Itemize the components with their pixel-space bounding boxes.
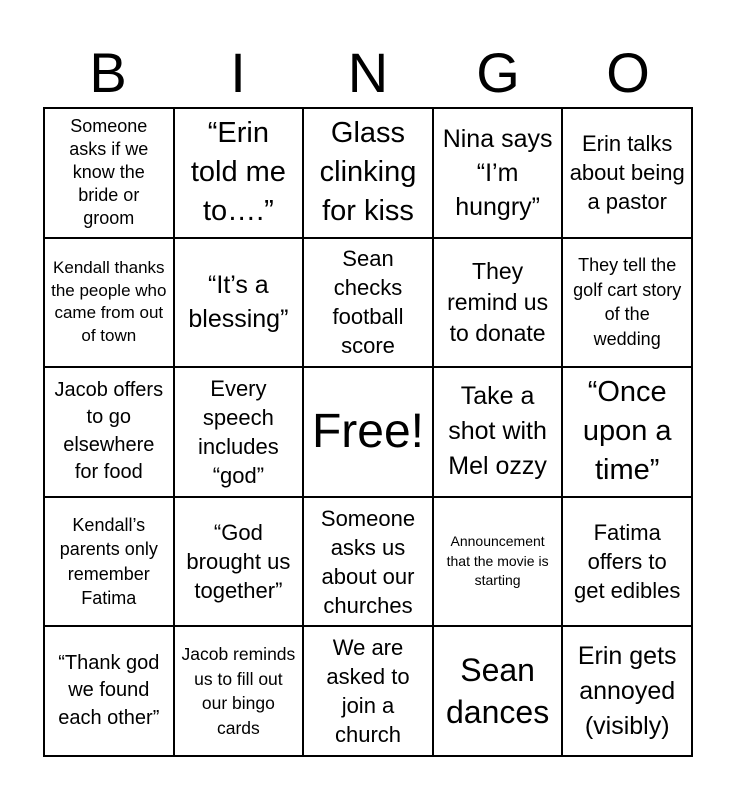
header-letter-n: N [347, 41, 389, 104]
bingo-cell-text: Kendall’s parents only remember Fatima [59, 514, 158, 609]
bingo-cell-text: Jacob reminds us to fill out our bingo cards [181, 644, 296, 738]
bingo-cell-text: Sean dances [446, 652, 550, 731]
bingo-cell-text: They tell the golf cart story of the wedding [573, 255, 682, 349]
free-space-text: Free! [311, 404, 424, 458]
bingo-cell[interactable] [433, 367, 563, 497]
bingo-cell[interactable] [303, 626, 433, 756]
bingo-cell[interactable] [303, 238, 433, 368]
header-letter-o: O [606, 41, 650, 104]
bingo-cell[interactable] [562, 626, 692, 756]
bingo-cell-text: “Thank god we found each other” [58, 651, 160, 729]
bingo-cell[interactable] [44, 497, 174, 627]
bingo-cell[interactable] [433, 626, 563, 756]
bingo-cell[interactable] [562, 497, 692, 627]
bingo-cell-text: Nina says “I’m hungry” [442, 124, 553, 221]
bingo-cell[interactable] [303, 497, 433, 627]
bingo-cell[interactable] [44, 108, 174, 238]
header-letter-i: I [230, 41, 246, 104]
bingo-cell-text: Someone asks if we know the bride or groom [69, 116, 149, 229]
bingo-cell-text: Every speech includes “god” [198, 375, 279, 488]
header-letter-b: B [89, 41, 127, 104]
bingo-cell[interactable] [303, 108, 433, 238]
bingo-cell[interactable] [44, 626, 174, 756]
bingo-cell-text: Erin talks about being a pastor [569, 131, 685, 215]
bingo-cell[interactable] [44, 367, 174, 497]
bingo-cell-text: “It’s a blessing” [188, 271, 289, 334]
bingo-cell-text: Announcement that the movie is starting [446, 533, 549, 589]
bingo-cell-text: Sean checks football score [332, 246, 404, 359]
bingo-cell-text: “God brought us together” [186, 520, 291, 604]
bingo-cell[interactable] [562, 108, 692, 238]
bingo-header [43, 40, 693, 106]
bingo-cell-text: Take a shot with Mel ozzy [448, 382, 547, 481]
bingo-cell-text: “Once upon a time” [582, 376, 672, 487]
free-space-cell[interactable] [303, 367, 433, 497]
bingo-cell-text: Glass clinking for kiss [319, 117, 417, 228]
bingo-cell-text: Someone asks us about our churches [320, 505, 416, 618]
bingo-cell[interactable] [433, 238, 563, 368]
bingo-cell-text: “Erin told me to….” [190, 117, 286, 228]
bingo-cell-text: Erin gets annoyed (visibly) [577, 641, 677, 740]
bingo-cell[interactable] [562, 367, 692, 497]
bingo-cell[interactable] [433, 108, 563, 238]
bingo-cell[interactable] [433, 497, 563, 627]
bingo-cell[interactable] [174, 626, 304, 756]
header-letter-g: G [476, 41, 520, 104]
bingo-cell-text: Jacob offers to go elsewhere for food [54, 378, 164, 484]
bingo-cell[interactable] [174, 238, 304, 368]
bingo-cell[interactable] [174, 497, 304, 627]
bingo-cell-text: Fatima offers to get edibles [573, 520, 681, 604]
bingo-cell[interactable] [562, 238, 692, 368]
bingo-cell[interactable] [44, 238, 174, 368]
bingo-board [43, 107, 693, 757]
bingo-cell-text: Kendall thanks the people who came from out of town [51, 258, 167, 345]
bingo-cell[interactable] [174, 367, 304, 497]
bingo-cell[interactable] [174, 108, 304, 238]
bingo-cell-text: We are asked to join a church [326, 635, 410, 748]
bingo-cell-text: They remind us to donate [447, 257, 549, 346]
